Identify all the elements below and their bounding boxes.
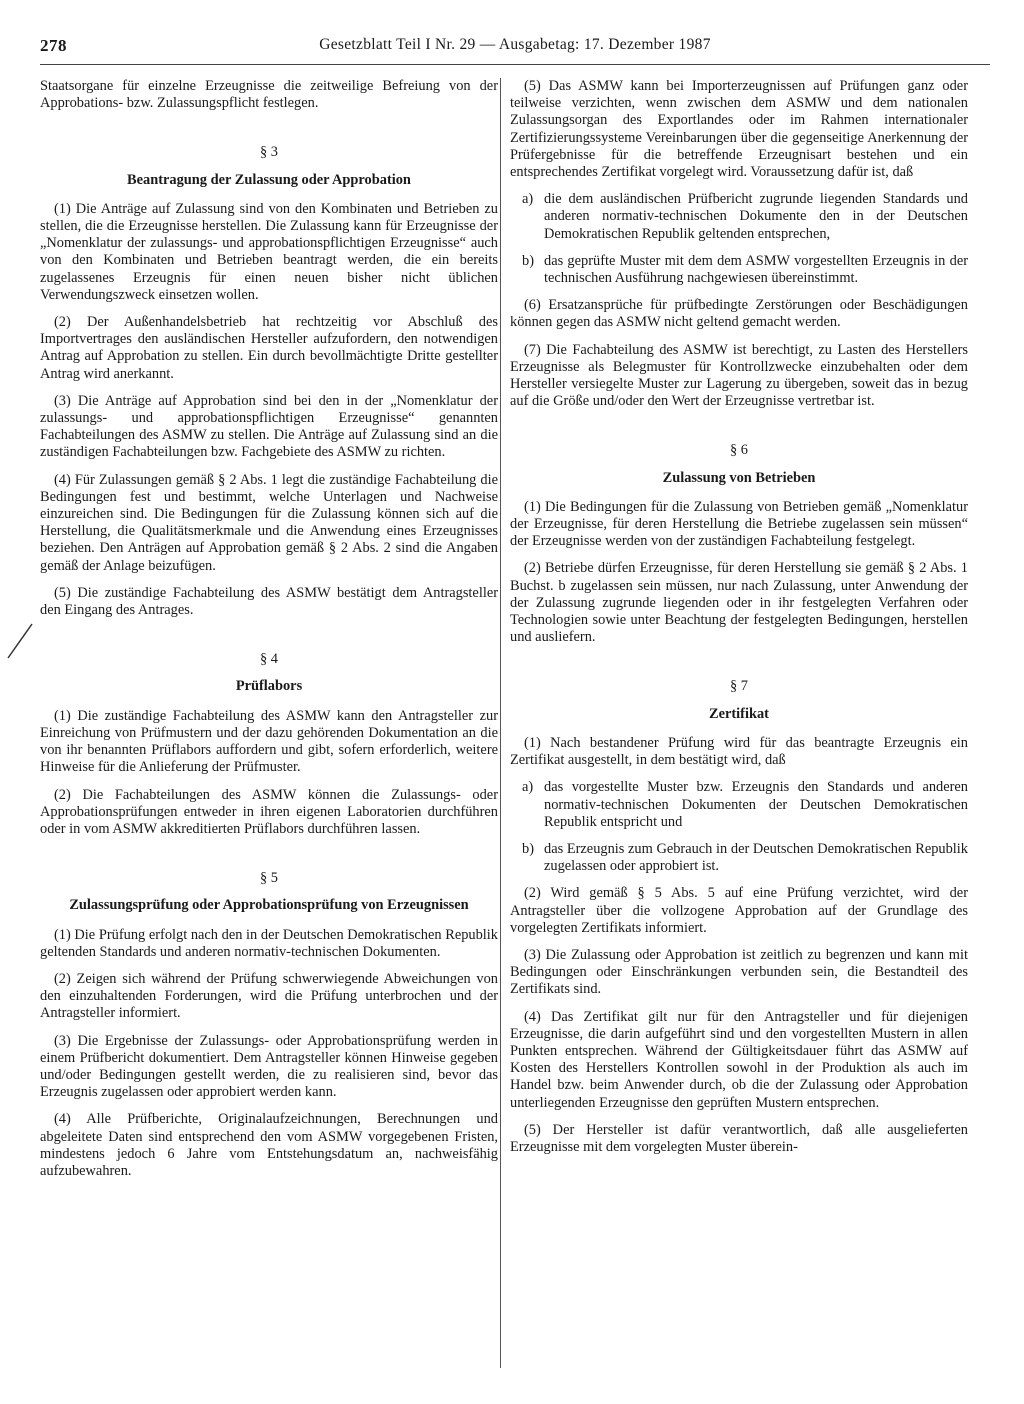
list-item — [510, 779, 968, 831]
section-7-paragraph-5: (5) Der Hersteller ist dafür verantwortlich, daß alle ausgelieferten Erzeugnisse mit dem vorgelegten Muster überein- — [510, 1121, 968, 1155]
section-4-number: § 4 — [260, 651, 278, 668]
right-column — [510, 78, 968, 1166]
section-5-paragraph-2: (2) Zeigen sich während der Prüfung schwerwiegende Abweichungen von den einzuhaltenden Forderungen, wird die Prüfung unterbrochen und der Antragsteller informiert. — [40, 970, 498, 1022]
section-7-paragraph-3: (3) Die Zulassung oder Approbation ist zeitlich zu begrenzen und kann mit Bedingungen oder Einschränkungen verbunden sein, die Bestandteil des Zertifikats sind. — [510, 946, 968, 998]
running-head: Gesetzblatt Teil I Nr. 29 — Ausgabetag: 17. Dezember 1987 — [319, 36, 711, 53]
list-item-label: b) — [522, 252, 534, 269]
section-3-paragraph-3: (3) Die Anträge auf Approbation sind bei den in der „Nomenklatur der zulassungs- und approbationspflichtigen Erzeugnisse“ genannten Fachabteilungen des ASMW zu stellen. Die Anträge auf Zulassung sind an die zuständigen Fachabteilungen bzw. Fachgebiete des ASMW zu richten. — [40, 392, 498, 461]
section-5-paragraph-5: (5) Das ASMW kann bei Importerzeugnissen auf Prüfungen ganz oder teilweise verzichten, wenn zwischen dem ASMW und dem nationalen Zulassungsorgan des Exportlandes oder im Rahmen internationaler Zertifizierungssysteme Vereinbarungen über die gegenseitige Anerkennung der Prüfergebnisse für die betreffende Erzeugnisart bestehen und ein entsprechendes Zertifikat vorgelegt wird. Voraussetzung dafür ist, daß — [510, 78, 968, 181]
list-item-text: die dem ausländischen Prüfbericht zugrunde liegenden Standards und anderen normativ-technischen Dokumente den in der Deutschen Demokratischen Republik geltenden entsprechen, — [544, 191, 968, 242]
list-item-text: das geprüfte Muster mit dem dem ASMW vorgestellten Erzeugnis in der technischen Ausführung nachgewiesen übereinstimmt. — [544, 252, 968, 287]
section-3-paragraph-1: (1) Die Anträge auf Zulassung sind von den Kombinaten und Betrieben zu stellen, die die Erzeugnisse herstellen. Die Zulassung kann für Erzeugnisse der „Nomenklatur der zulassungs- und approbationspflichtigen Erzeugnisse“ auch von den Kombinaten und Betrieben beantragt werden, die ein bereits zugelassenes Erzeugnis für einen neuen bisher nicht üblichen Verwendungszweck einsetzen wollen. — [40, 200, 498, 303]
left-column — [40, 78, 498, 1190]
section-5-paragraph-3: (3) Die Ergebnisse der Zulassungs- oder Approbationsprüfung werden in einem Prüfbericht dokumentiert. Dem Antragsteller können Hinweise gegeben und/oder Bedingungen gestellt werden, die zu realisieren sind, bevor das Erzeugnis zugelassen oder approbiert werden kann. — [40, 1032, 498, 1101]
section-5-paragraph-1: (1) Die Prüfung erfolgt nach den in der Deutschen Demokratischen Republik geltenden Standards und anderen normativ-technischen Dokumenten. — [40, 926, 498, 960]
page-header — [40, 36, 990, 60]
list-item — [510, 191, 968, 243]
list-item — [510, 253, 968, 287]
section-6-paragraph-1: (1) Die Bedingungen für die Zulassung von Betrieben gemäß „Nomenklatur der Erzeugnisse, für deren Herstellung die Betriebe zugelassen sein müssen“ der Erzeugnisse werden von der zuständigen Fachabteilung festgelegt. — [510, 498, 968, 550]
list-item — [510, 841, 968, 875]
section-4-paragraph-2: (2) Die Fachabteilungen des ASMW können die Zulassungs- oder Approbationsprüfungen entweder in ihren eigenen Laboratorien durchführen oder in vom ASMW akkreditierten Prüflabors durchführen lassen. — [40, 786, 498, 837]
section-3-title: Beantragung der Zulassung oder Approbation — [127, 171, 411, 188]
section-3-paragraph-4: (4) Für Zulassungen gemäß § 2 Abs. 1 legt die zuständige Fachabteilung die Bedingungen fest und bestimmt, welche Unterlagen und Nachweise einzureichen sind. Die Bedingungen für die Zulassung können sich auf die Herstellung, die Qualitätsmerkmale und die Anwendung eines Erzeugnisses beziehen. Den Anträgen auf Approbation gemäß § 2 Abs. 2 sind die Angaben gemäß der Anlage beizufügen. — [40, 471, 498, 574]
list-item-text: das Erzeugnis zum Gebrauch in der Deutschen Demokratischen Republik zugelassen oder approbiert ist. — [544, 840, 968, 875]
section-7-title: Zertifikat — [709, 705, 769, 722]
section-7-number: § 7 — [730, 678, 748, 695]
section-4-paragraph-1: (1) Die zuständige Fachabteilung des ASMW kann den Antragsteller zur Einreichung von Prüfmustern und der dazu gehörenden Dokumentation an die von ihr benannten Prüflabors auffordern und gibt, sofern erforderlich, weitere Hinweise für die Anlieferung der Prüfmuster. — [40, 707, 498, 776]
section-5-number: § 5 — [260, 870, 278, 887]
section-3-number: § 3 — [260, 144, 278, 161]
section-5-paragraph-4: (4) Alle Prüfberichte, Originalaufzeichnungen, Berechnungen und abgeleitete Daten sind entsprechend den vom ASMW vorgegebenen Fristen, mindestens jedoch 6 Jahre vom Entstehungsdatum an, nachweisfähig aufzubewahren. — [40, 1111, 498, 1179]
section-6-number: § 6 — [730, 442, 748, 459]
section-7-paragraph-4: (4) Das Zertifikat gilt nur für den Antragsteller und für diejenigen Erzeugnisse, die darin aufgeführt sind und den vorgestellten Mustern in allen Punkten entsprechen. Während der Gültigkeitsdauer führt das ASMW auf Kosten des Herstellers Kontrollen sowohl in der Produktion als auch im Handel bzw. beim Anwender durch, ob die der Zulassung oder Approbation unterliegenden Erzeugnisse den geprüften Mustern entsprechen. — [510, 1008, 968, 1111]
section-5-paragraph-6: (6) Ersatzansprüche für prüfbedingte Zerstörungen oder Beschädigungen können gegen das ASMW nicht geltend gemacht werden. — [510, 297, 968, 331]
section-6-title: Zulassung von Betrieben — [662, 469, 816, 486]
pencil-mark — [6, 620, 36, 660]
list-item-text: das vorgestellte Muster bzw. Erzeugnis den Standards und anderen normativ-technischen Dokumenten der Deutschen Demokratischen Republik entspricht und — [544, 779, 968, 830]
column-divider — [500, 78, 501, 1368]
list-item-label: b) — [522, 840, 534, 857]
section-3-paragraph-2: (2) Der Außenhandelsbetrieb hat rechtzeitig vor Abschluß des Importvertrages den ausländischen Hersteller aufzufordern, den notwendigen Antrag auf Approbation zu stellen. Ein durch bevollmächtigte Dritte gestellter Antrag wird anerkannt. — [40, 314, 498, 382]
intro-paragraph: Staatsorgane für einzelne Erzeugnisse die zeitweilige Befreiung von der Approbations- bzw. Zulassungspflicht festlegen. — [40, 78, 498, 112]
section-7-paragraph-2: (2) Wird gemäß § 5 Abs. 5 auf eine Prüfung verzichtet, wird der Antragsteller über die vollzogene Approbation auf der Grundlage des vorgelegten Zertifikats informiert. — [510, 885, 968, 936]
list-item-label: a) — [522, 779, 534, 796]
section-5-paragraph-7: (7) Die Fachabteilung des ASMW ist berechtigt, zu Lasten des Herstellers Erzeugnisse als Belegmuster für Kontrollzwecke einzubehalten oder dem Hersteller versiegelte Muster zur Lagerung zu übergeben, soweit das in bezug auf die Größe und/oder den Wert der Erzeugnisse vertretbar ist. — [510, 341, 968, 410]
page-number: 278 — [40, 36, 67, 55]
section-5-title: Zulassungsprüfung oder Approbationsprüfung von Erzeugnissen — [69, 897, 469, 914]
section-7-paragraph-1: (1) Nach bestandener Prüfung wird für das beantragte Erzeugnis ein Zertifikat ausgestellt, in dem bestätigt wird, daß — [510, 734, 968, 769]
section-6-paragraph-2: (2) Betriebe dürfen Erzeugnisse, für deren Herstellung sie gemäß § 2 Abs. 1 Buchst. b zugelassen sein müssen, nur nach Zulassung, unter Anwendung der der Zulassung zugrunde liegenden oder in ihr festgelegten Verfahren oder Technologien sowie unter Beachtung der festgelegten Bedingungen, herstellen und ausliefern. — [510, 560, 968, 646]
section-3-paragraph-5: (5) Die zuständige Fachabteilung des ASMW bestätigt dem Antragsteller den Eingang des Antrages. — [40, 584, 498, 619]
header-rule — [40, 64, 990, 65]
section-4-title: Prüflabors — [235, 678, 303, 695]
list-item-label: a) — [522, 191, 534, 208]
